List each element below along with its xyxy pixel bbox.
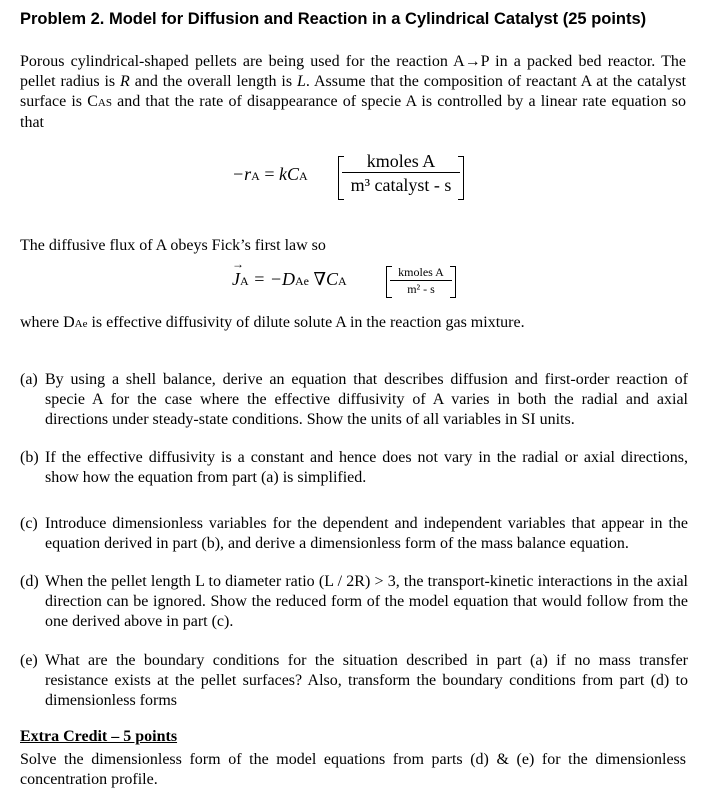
part-b: (b) If the effective diffusivity is a constant and hence does not vary in the radial or axial directions, show how the equation from part (a) is simplified. (20, 449, 688, 486)
flux-units-fraction: kmoles A m² - s (390, 264, 452, 297)
fick-intro: The diffusive flux of A obeys Fick’s first law so (20, 237, 326, 254)
intro-paragraph: Porous cylindrical-shaped pellets are being used for the reaction A→P in a packed bed reactor. The pellet radius is R and the overall length is L. Assume that the composition of reactant A at the catalyst surface is CAS and that the rate of disappearance of specie A is controlled by a linear rate equation so that (20, 53, 687, 131)
extra-credit-heading: Extra Credit – 5 points (20, 728, 178, 745)
problem-title: Problem 2. Model for Diffusion and Reaction in a Cylindrical Catalyst (25 points) (20, 10, 647, 28)
reaction-arrow: → (464, 53, 481, 70)
part-a: (a) By using a shell balance, derive an equation that describes diffusion and first-order reaction of specie A for the case where the effective diffusivity of A varies in both the radial and axial directions under steady-state conditions. Show the units of all variables in SI units. (20, 371, 688, 428)
extra-credit-text: Solve the dimensionless form of the model equations from parts (d) & (e) for the dimensionless concentration profile. (20, 751, 686, 788)
diffusivity-definition: where DAe is effective diffusivity of dilute solute A in the reaction gas mixture. (20, 314, 525, 331)
part-c: (c) Introduce dimensionless variables for the dependent and independent variables that appear in the equation derived in part (b), and derive a dimensionless form of the mass balance equation. (20, 515, 688, 552)
part-e: (e) What are the boundary conditions for the situation described in part (a) if no mass transfer resistance exists at the pellet surfaces? Also, transform the boundary conditions from part (d) to dimensionless forms (20, 652, 688, 709)
rate-units-fraction: kmoles A m³ catalyst - s (342, 150, 460, 197)
part-d: (d) When the pellet length L to diameter ratio (L / 2R) > 3, the transport-kinetic interactions in the axial direction can be ignored. Show the reduced form of the model equation that would follow from the one derived above in part (c). (20, 573, 688, 630)
